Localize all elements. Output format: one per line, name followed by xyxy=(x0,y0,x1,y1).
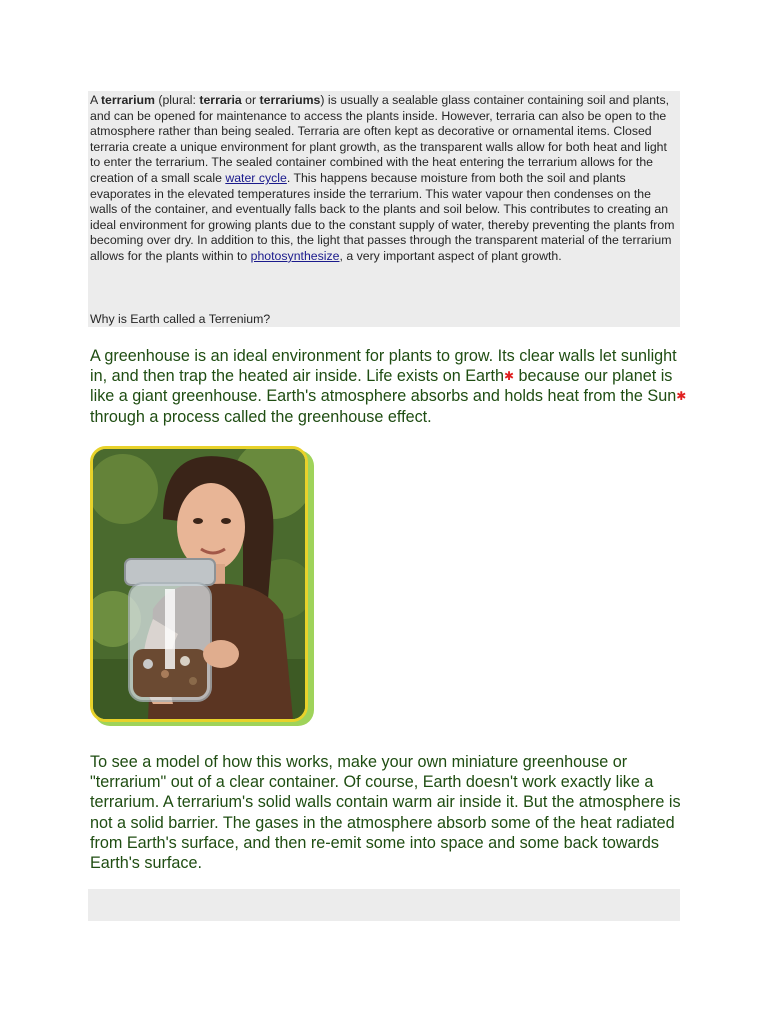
photosynthesize-link[interactable]: photosynthesize xyxy=(250,248,340,263)
intro-text: . This happens because moisture from both the soil and plants evaporates in the elevated temperatures inside the terrarium. This water vapour then condenses on the walls of the container, and eventually falls back to the plants and soil below. This contributes to creating an ideal environment for growing plants due to the constant supply of water, thereby preventing the plants from becoming over dry. In addition to this, the light that passes through the transparent material of the terrarium allows for the plants within to xyxy=(90,170,675,263)
term-terrarium: terrarium xyxy=(100,93,155,107)
greenhouse-text: A greenhouse is an ideal environment for plants to grow. Its clear walls let sunlight in, and then trap the heated air inside. Life exists on Earth xyxy=(90,347,677,386)
girl-with-terrarium-image xyxy=(93,449,305,719)
greenhouse-paragraph xyxy=(90,346,688,427)
intro-text: or xyxy=(241,93,260,107)
intro-text: , a very important aspect of plant growth. xyxy=(339,248,562,263)
term-terraria: terraria xyxy=(199,93,242,107)
model-paragraph: To see a model of how this works, make your own miniature greenhouse or "terrarium" out of a clear container. Of course, Earth doesn't work exactly like a terrarium. A terrarium's solid walls contain warm air inside it. But the atmosphere is not a solid barrier. The gases in the atmosphere absorb some of the heat radiated from Earth's surface, and then re-emit some into space and some back towards Earth's surface. xyxy=(90,753,681,873)
greenhouse-text: because our planet is like a giant greenhouse. Earth's atmosphere absorbs and holds heat from the Sun xyxy=(90,367,677,406)
term-terrariums: terrariums xyxy=(259,93,321,107)
terrarium-photo-frame xyxy=(90,446,314,728)
terrarium-photo xyxy=(90,446,308,722)
greenhouse-text: through a process called the greenhouse effect. xyxy=(90,407,432,426)
intro-paragraph xyxy=(90,93,680,265)
intro-text: ) is usually a sealable glass container containing soil and plants, and can be opened for maintenance to access the plants inside. However, terraria can also be open to the atmosphere rather than being sealed. Terraria are often kept as decorative or ornamental items. Closed terraria create a unique environment for plant growth, as the transparent walls allow for both heat and light to enter the terrarium. The sealed container combined with the heat entering the terrarium allows for the creation of a small scale xyxy=(90,93,670,185)
intro-text: A xyxy=(90,93,101,107)
water-cycle-link[interactable]: water cycle xyxy=(225,170,287,185)
asterisk-icon[interactable]: ✱ xyxy=(503,369,515,384)
asterisk-icon[interactable]: ✱ xyxy=(676,389,687,404)
bottom-gray-bar xyxy=(88,889,680,921)
question-heading: Why is Earth called a Terrenium? xyxy=(90,312,271,326)
intro-text: (plural: xyxy=(154,93,200,107)
